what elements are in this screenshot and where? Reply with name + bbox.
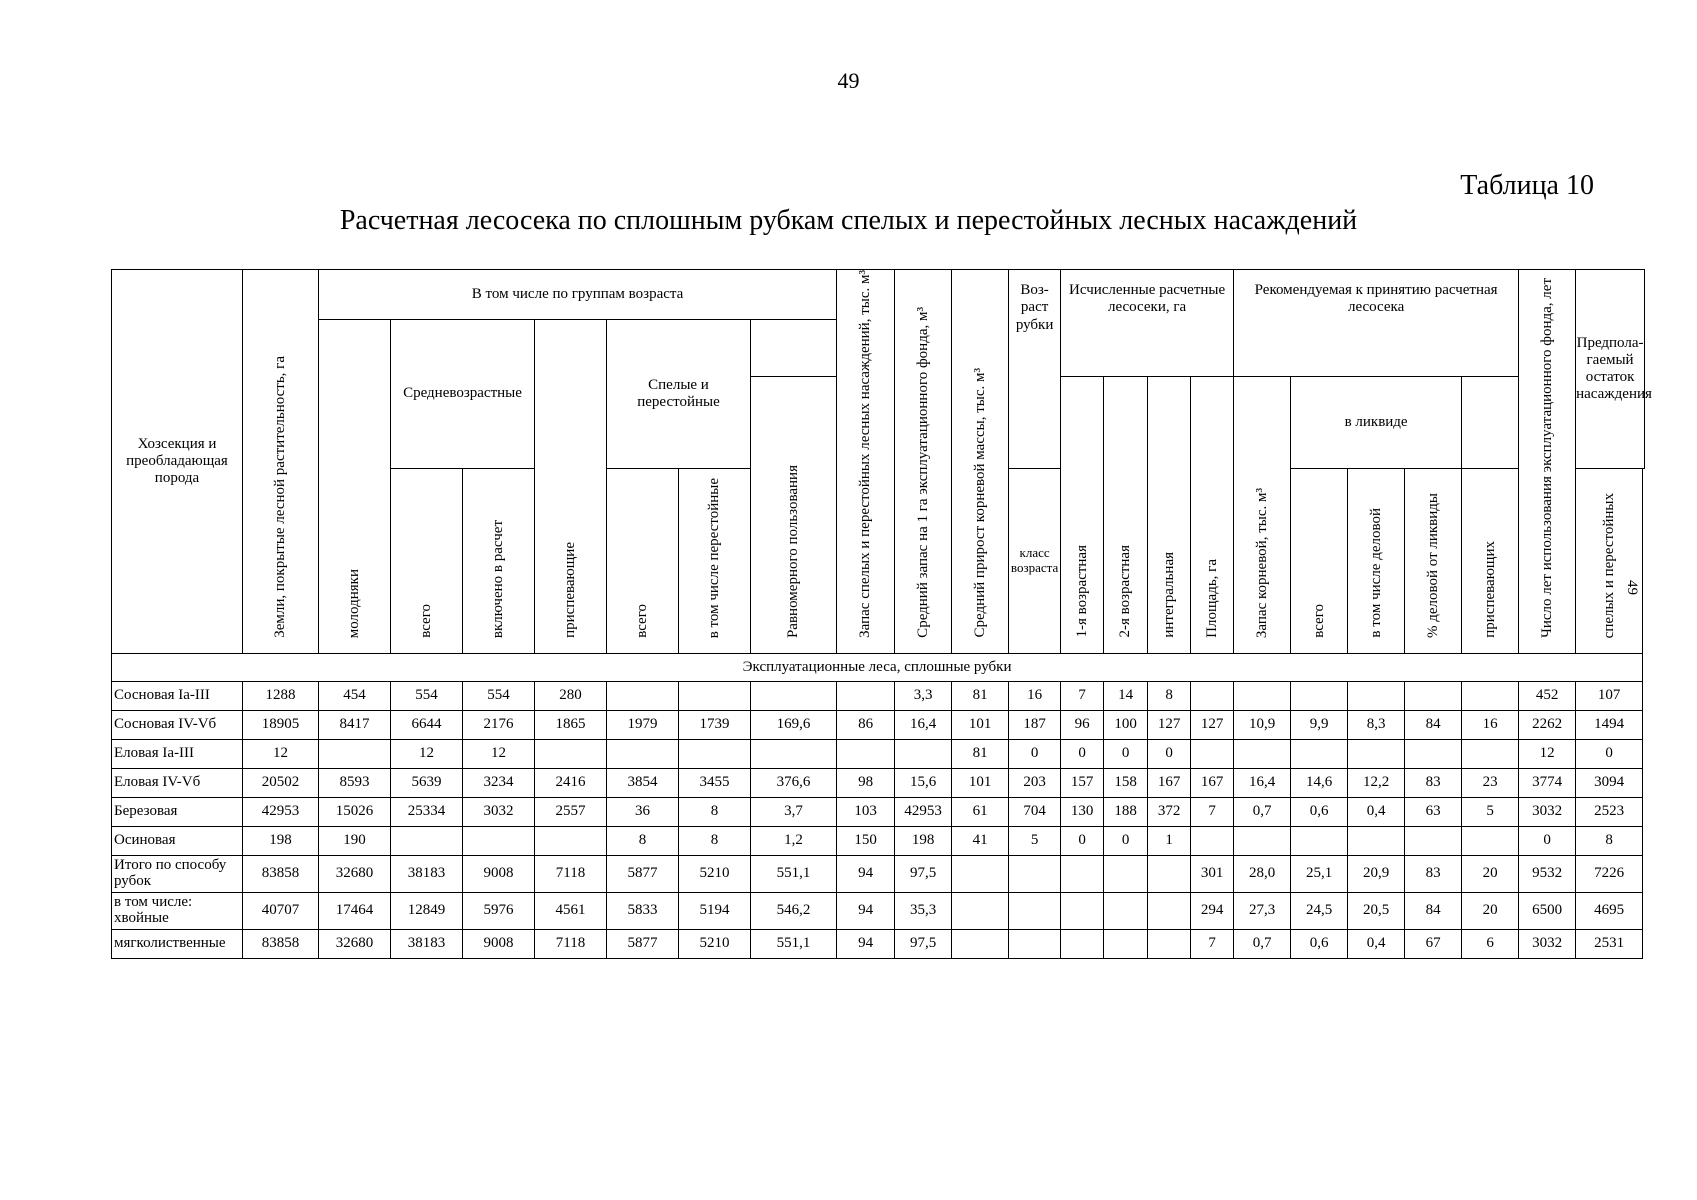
table-cell: 98 (837, 769, 895, 798)
table-cell (1348, 740, 1405, 769)
table-cell: 25,1 (1291, 856, 1348, 893)
table-cell: 67 (1405, 930, 1462, 959)
row-label: Итого по способу рубок (112, 856, 243, 893)
header-rem-maturing: приспевающих (1462, 469, 1519, 654)
table-cell: 38183 (391, 856, 463, 893)
table-row (112, 827, 1645, 856)
table-cell: 294 (1191, 893, 1234, 930)
table-cell: 3032 (1519, 798, 1576, 827)
table-cell (1462, 740, 1519, 769)
table-cell: 7 (1061, 682, 1104, 711)
table-cell: 81 (952, 740, 1009, 769)
table-cell (1462, 827, 1519, 856)
table-cell (952, 893, 1009, 930)
table-cell (751, 682, 837, 711)
table-cell (1405, 740, 1462, 769)
table-cell: 83 (1405, 856, 1462, 893)
table-cell: 0,6 (1291, 798, 1348, 827)
row-label: Еловая Iа-III (112, 740, 243, 769)
table-cell: 84 (1405, 711, 1462, 740)
table-row (112, 769, 1645, 798)
table-cell: 301 (1191, 856, 1234, 893)
header-second-age: 2-я возрастная (1104, 376, 1148, 654)
header-calculated: Исчисленные расчетные лесосеки, га (1061, 270, 1234, 377)
header-business-percent: % деловой от ликвиды (1405, 469, 1462, 654)
table-cell (837, 682, 895, 711)
row-label: Осиновая (112, 827, 243, 856)
table-cell: 15,6 (895, 769, 952, 798)
table-cell: 3234 (463, 769, 535, 798)
table-cell: 3,3 (895, 682, 952, 711)
table-cell: 16,4 (895, 711, 952, 740)
row-label: в том числе: хвойные (112, 893, 243, 930)
table-cell: 2416 (535, 769, 607, 798)
header-age-class: класс возраста (1009, 469, 1061, 654)
header-root-stock: Запас корневой, тыс. м³ (1234, 376, 1291, 654)
table-cell: 1494 (1576, 711, 1643, 740)
table-cell: 157 (1061, 769, 1104, 798)
table-cell: 14 (1104, 682, 1148, 711)
table-cell: 24,5 (1291, 893, 1348, 930)
table-cell: 5877 (607, 856, 679, 893)
row-label: Сосновая IV-Vб (112, 711, 243, 740)
table-cell: 2523 (1576, 798, 1643, 827)
table-cell: 12 (463, 740, 535, 769)
table-cell (1104, 893, 1148, 930)
table-cell: 83 (1405, 769, 1462, 798)
table-cell: 198 (895, 827, 952, 856)
table-cell: 103 (837, 798, 895, 827)
table-cell (535, 740, 607, 769)
table-cell: 38183 (391, 930, 463, 959)
table-cell (319, 740, 391, 769)
table-cell (1405, 682, 1462, 711)
table-cell (1009, 930, 1061, 959)
table-cell: 100 (1104, 711, 1148, 740)
row-label: Березовая (112, 798, 243, 827)
table-cell: 3032 (463, 798, 535, 827)
table-cell: 190 (319, 827, 391, 856)
table-cell: 101 (952, 769, 1009, 798)
table-row (112, 740, 1645, 769)
table-cell: 0 (1061, 740, 1104, 769)
table-cell: 167 (1191, 769, 1234, 798)
table-cell: 97,5 (895, 856, 952, 893)
table-cell: 8 (607, 827, 679, 856)
header-middle: Средневозрастные (391, 320, 535, 469)
table-cell: 704 (1009, 798, 1061, 827)
header-first-age: 1-я возрастная (1061, 376, 1104, 654)
table-cell: 20 (1462, 856, 1519, 893)
table-cell: 17464 (319, 893, 391, 930)
header-integral: интегральная (1148, 376, 1191, 654)
table-cell: 83858 (243, 930, 319, 959)
table-cell: 28,0 (1234, 856, 1291, 893)
table-cell: 84 (1405, 893, 1462, 930)
header-young: молодняки (319, 320, 391, 654)
table-cell: 554 (463, 682, 535, 711)
table-cell (1462, 682, 1519, 711)
table-cell: 0 (1061, 827, 1104, 856)
table-row (112, 856, 1645, 893)
table-cell: 9008 (463, 856, 535, 893)
table-cell: 6500 (1519, 893, 1576, 930)
table-cell: 0 (1104, 827, 1148, 856)
table-cell: 1739 (679, 711, 751, 740)
table-cell (1191, 682, 1234, 711)
table-cell: 0 (1519, 827, 1576, 856)
table-cell: 97,5 (895, 930, 952, 959)
table-cell: 12849 (391, 893, 463, 930)
table-cell: 61 (952, 798, 1009, 827)
table-row (112, 798, 1645, 827)
table-cell: 9008 (463, 930, 535, 959)
table-cell: 188 (1104, 798, 1148, 827)
table-cell: 86 (837, 711, 895, 740)
table-cell: 1979 (607, 711, 679, 740)
table-cell: 42953 (895, 798, 952, 827)
table-cell: 454 (319, 682, 391, 711)
table-cell: 3032 (1519, 930, 1576, 959)
table-cell: 5194 (679, 893, 751, 930)
header-lands: Земли, покрытые лесной растительность, га (243, 270, 319, 654)
header-remainder: Предпола-гаемый остаток насаждения (1576, 270, 1645, 469)
table-cell: 0 (1148, 740, 1191, 769)
table-cell (751, 740, 837, 769)
table-row (112, 930, 1645, 959)
table-cell: 18905 (243, 711, 319, 740)
header-mature-total: всего (607, 469, 679, 654)
table-cell (895, 740, 952, 769)
table-cell: 0,7 (1234, 798, 1291, 827)
table-cell: 0,6 (1291, 930, 1348, 959)
table-cell: 0,7 (1234, 930, 1291, 959)
header-rem-mature: спелых и перестойных (1576, 469, 1643, 654)
table-cell (1234, 827, 1291, 856)
table-cell: 40707 (243, 893, 319, 930)
table-cell: 3455 (679, 769, 751, 798)
table-cell: 5 (1462, 798, 1519, 827)
table-cell: 0 (1104, 740, 1148, 769)
calculation-table (111, 269, 1652, 959)
table-cell: 8 (1576, 827, 1643, 856)
table-cell (391, 827, 463, 856)
table-cell: 41 (952, 827, 1009, 856)
table-cell: 5877 (607, 930, 679, 959)
table-cell: 7 (1191, 798, 1234, 827)
table-cell: 0,4 (1348, 798, 1405, 827)
table-cell: 0,4 (1348, 930, 1405, 959)
side-page-number: 49 (1624, 580, 1640, 595)
table-cell (1191, 827, 1234, 856)
table-cell: 3,7 (751, 798, 837, 827)
table-cell: 7226 (1576, 856, 1643, 893)
table-cell: 3774 (1519, 769, 1576, 798)
table-cell: 16 (1009, 682, 1061, 711)
table-cell: 5976 (463, 893, 535, 930)
table-cell (1191, 740, 1234, 769)
table-cell: 9,9 (1291, 711, 1348, 740)
table-cell (1348, 682, 1405, 711)
table-cell: 8417 (319, 711, 391, 740)
table-cell: 36 (607, 798, 679, 827)
table-cell: 8,3 (1348, 711, 1405, 740)
table-cell: 27,3 (1234, 893, 1291, 930)
table-cell: 5210 (679, 930, 751, 959)
table-cell (1148, 930, 1191, 959)
table-cell: 203 (1009, 769, 1061, 798)
table-cell: 32680 (319, 930, 391, 959)
table-cell: 554 (391, 682, 463, 711)
table-cell: 12,2 (1348, 769, 1405, 798)
table-cell (1009, 856, 1061, 893)
table-cell: 12 (1519, 740, 1576, 769)
table-cell (1291, 827, 1348, 856)
table-cell (1104, 856, 1148, 893)
table-cell (1148, 893, 1191, 930)
table-cell: 5210 (679, 856, 751, 893)
table-cell: 42953 (243, 798, 319, 827)
table-cell: 1865 (535, 711, 607, 740)
table-cell (1234, 740, 1291, 769)
header-uniform: Равномерного пользования (751, 376, 837, 654)
table-cell (679, 682, 751, 711)
table-cell: 23 (1462, 769, 1519, 798)
header-avg-stock: Средний запас на 1 га эксплуатационного фонда, м³ (895, 270, 952, 654)
section-title: Эксплуатационные леса, сплошные рубки (112, 654, 1643, 682)
table-cell (837, 740, 895, 769)
table-row (112, 711, 1645, 740)
header-area: Площадь, га (1191, 376, 1234, 654)
table-cell: 20,5 (1348, 893, 1405, 930)
page-number: 49 (837, 68, 860, 93)
table-cell: 4695 (1576, 893, 1643, 930)
table-cell (1061, 930, 1104, 959)
table-cell (535, 827, 607, 856)
table-cell (1061, 893, 1104, 930)
header-recommended: Рекомендуемая к принятию расчетная лесосека (1234, 270, 1519, 377)
table-cell: 3094 (1576, 769, 1643, 798)
table-cell: 187 (1009, 711, 1061, 740)
table-row (112, 893, 1645, 930)
table-cell (1405, 827, 1462, 856)
table-cell: 2176 (463, 711, 535, 740)
table-cell: 551,1 (751, 930, 837, 959)
header-mature: Спелые и перестойные (607, 320, 751, 469)
table-title: Расчетная лесосека по сплошным рубкам спелых и перестойных лесных насаждений (339, 205, 1358, 236)
table-cell (952, 930, 1009, 959)
table-cell: 546,2 (751, 893, 837, 930)
table-cell: 127 (1191, 711, 1234, 740)
table-cell: 280 (535, 682, 607, 711)
table-cell: 25334 (391, 798, 463, 827)
header-maturing: приспевающие (535, 320, 607, 654)
table-cell: 8 (679, 798, 751, 827)
header-stock: Запас спелых и перестойных лесных насаждений, тыс. м³ (837, 270, 895, 654)
table-cell: 107 (1576, 682, 1643, 711)
header-cutting-age: Воз-раст рубки (1009, 270, 1061, 469)
row-label: мягколиственные (112, 930, 243, 959)
table-cell (607, 682, 679, 711)
table-cell: 20,9 (1348, 856, 1405, 893)
header-age-groups: В том числе по группам возраста (319, 270, 837, 320)
table-cell: 15026 (319, 798, 391, 827)
table-cell: 2531 (1576, 930, 1643, 959)
table-cell: 2262 (1519, 711, 1576, 740)
row-label: Сосновая Iа-III (112, 682, 243, 711)
table-cell: 101 (952, 711, 1009, 740)
header-liquid-business: в том числе деловой (1348, 469, 1405, 654)
header-hozsection: Хозсекция и преобладающая порода (112, 270, 243, 654)
table-cell: 7 (1191, 930, 1234, 959)
table-cell (607, 740, 679, 769)
table-cell: 130 (1061, 798, 1104, 827)
header-middle-total: всего (391, 469, 463, 654)
table-cell: 14,6 (1291, 769, 1348, 798)
table-cell: 3854 (607, 769, 679, 798)
table-cell: 7118 (535, 856, 607, 893)
table-cell: 6644 (391, 711, 463, 740)
row-label: Еловая IV-Vб (112, 769, 243, 798)
table-cell: 35,3 (895, 893, 952, 930)
table-cell: 8 (1148, 682, 1191, 711)
table-cell: 12 (391, 740, 463, 769)
table-cell: 94 (837, 856, 895, 893)
table-cell: 5639 (391, 769, 463, 798)
table-cell: 150 (837, 827, 895, 856)
table-cell: 63 (1405, 798, 1462, 827)
table-cell (679, 740, 751, 769)
table-cell (1061, 856, 1104, 893)
table-cell: 16 (1462, 711, 1519, 740)
table-cell: 0 (1576, 740, 1643, 769)
table-cell: 12 (243, 740, 319, 769)
table-cell: 0 (1009, 740, 1061, 769)
table-cell: 20 (1462, 893, 1519, 930)
table-cell: 1288 (243, 682, 319, 711)
table-cell: 1,2 (751, 827, 837, 856)
table-cell (1009, 893, 1061, 930)
table-cell: 8593 (319, 769, 391, 798)
table-cell (463, 827, 535, 856)
table-cell (1291, 740, 1348, 769)
header-liquid: в ликвиде (1291, 376, 1462, 469)
table-cell: 96 (1061, 711, 1104, 740)
table-cell: 1 (1148, 827, 1191, 856)
table-cell: 10,9 (1234, 711, 1291, 740)
table-cell: 81 (952, 682, 1009, 711)
table-cell: 8 (679, 827, 751, 856)
table-cell: 372 (1148, 798, 1191, 827)
table-cell: 4561 (535, 893, 607, 930)
table-cell: 158 (1104, 769, 1148, 798)
header-mature-including: в том числе перестойные (679, 469, 751, 654)
table-cell (1348, 827, 1405, 856)
table-cell: 2557 (535, 798, 607, 827)
table-cell: 551,1 (751, 856, 837, 893)
table-cell: 9532 (1519, 856, 1576, 893)
table-cell: 376,6 (751, 769, 837, 798)
table-cell: 167 (1148, 769, 1191, 798)
table-cell (1291, 682, 1348, 711)
table-cell: 16,4 (1234, 769, 1291, 798)
table-cell: 7118 (535, 930, 607, 959)
table-cell (952, 856, 1009, 893)
header-years: Число лет использования эксплуатационного фонда, лет (1519, 270, 1576, 654)
table-cell (1148, 856, 1191, 893)
header-avg-growth: Средний прирост корневой массы, тыс. м³ (952, 270, 1009, 654)
table-label: Таблица 10 (1460, 170, 1594, 201)
header-liquid-total: всего (1291, 469, 1348, 654)
table-cell: 6 (1462, 930, 1519, 959)
table-cell: 32680 (319, 856, 391, 893)
table-cell: 452 (1519, 682, 1576, 711)
table-cell: 83858 (243, 856, 319, 893)
table-cell: 5 (1009, 827, 1061, 856)
table-cell: 20502 (243, 769, 319, 798)
table-cell (1104, 930, 1148, 959)
table-cell: 94 (837, 893, 895, 930)
table-cell (1234, 682, 1291, 711)
header-middle-included: включено в расчет (463, 469, 535, 654)
table-row (112, 682, 1645, 711)
table-cell: 5833 (607, 893, 679, 930)
table-cell: 198 (243, 827, 319, 856)
table-cell: 169,6 (751, 711, 837, 740)
table-cell: 94 (837, 930, 895, 959)
table-cell: 127 (1148, 711, 1191, 740)
